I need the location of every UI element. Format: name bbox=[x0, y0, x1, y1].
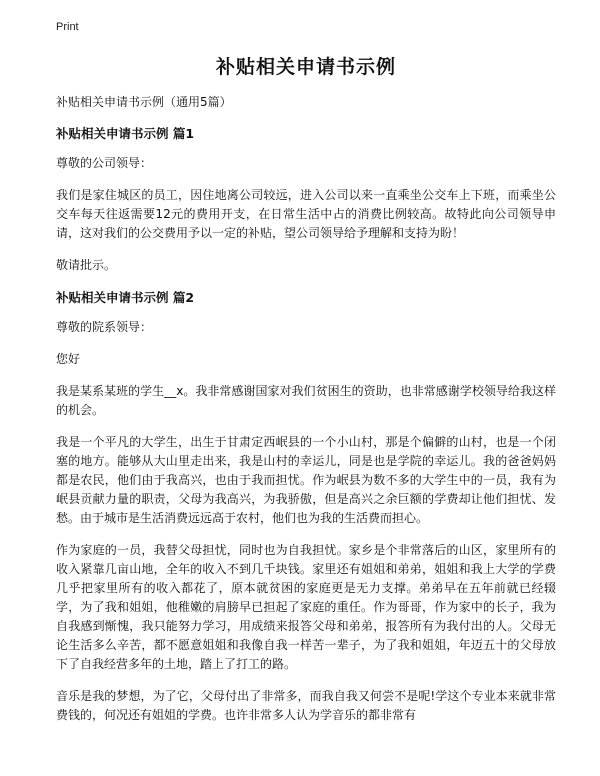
section-1-closing: 敬请批示。 bbox=[56, 258, 117, 272]
section-2-greeting: 您好 bbox=[56, 352, 81, 366]
section-2-salutation: 尊敬的院系领导： bbox=[56, 320, 153, 334]
section-1-heading: 补贴相关申请书示例 篇1 bbox=[56, 126, 195, 141]
section-2-paragraph-3: 作为家庭的一员，我替父母担忧，同时也为自我担忧。家乡是个非常落后的山区，家里所有的收入紧靠几亩山地，全年的收入不到几千块钱。家里还有姐姐和弟弟，姐姐和我上大学的学费几乎把家里所有的收入都花了，原本就贫困的家庭更是无力支撑。弟弟早在五年前就已经辍学，为了我和姐姐，他稚嫩的肩膀早已担起了家庭的重任。作为哥哥，作为家中的长子，我为自我感到惭愧，我只能努力学习，用成绩来报答父母和弟弟，报答所有为我付出的人。父母无论生活多么辛苦，都不愿意姐姐和我像自我一样苦一辈子，为了我和姐姐，年迈五十的父母放下了自我经营多年的土地，踏上了打工的路。 bbox=[56, 543, 556, 671]
print-link[interactable]: Print bbox=[56, 21, 79, 33]
section-1-salutation: 尊敬的公司领导： bbox=[56, 156, 153, 170]
document-subtitle: 补贴相关申请书示例（通用5篇） bbox=[56, 95, 232, 109]
section-2-paragraph-2: 我是一个平凡的大学生，出生于甘肃定西岷县的一个小山村，那是个偏僻的山村，也是一个闭塞的地方。能够从大山里走出来，我是山村的幸运儿，同是也是学院的幸运儿。我的爸爸妈妈都是农民，他们由于我高兴，也由于我而担忧。作为岷县为数不多的大学生中的一员，我有为岷县贡献力量的职责，父母为我高兴，为我骄傲，但是高兴之余巨额的学费却让他们担忧、发愁。由于城市是生活消费远远高于农村，他们也为我的生活费而担心。 bbox=[56, 435, 556, 525]
section-1-body: 我们是家住城区的员工，因住地离公司较远，进入公司以来一直乘坐公交车上下班，而乘坐公交车每天往返需要12元的费用开支，在日常生活中占的消费比例较高。故特此向公司领导申请，这对我们的公交费用予以一定的补贴，望公司领导给予理解和支持为盼！ bbox=[56, 188, 556, 240]
document-page bbox=[56, 52, 556, 738]
section-2-paragraph-4: 音乐是我的梦想，为了它，父母付出了非常多，而我自我又何尝不是呢!学这个专业本来就非常费钱的，何况还有姐姐的学费。也许非常多人认为学音乐的都非常有 bbox=[56, 689, 556, 722]
document-title: 补贴相关申请书示例 bbox=[215, 56, 396, 78]
section-2-paragraph-1: 我是某系某班的学生__x。我非常感谢国家对我们贫困生的资助，也非常感谢学校领导给我这样的机会。 bbox=[56, 384, 556, 417]
section-2-heading: 补贴相关申请书示例 篇2 bbox=[56, 290, 195, 305]
